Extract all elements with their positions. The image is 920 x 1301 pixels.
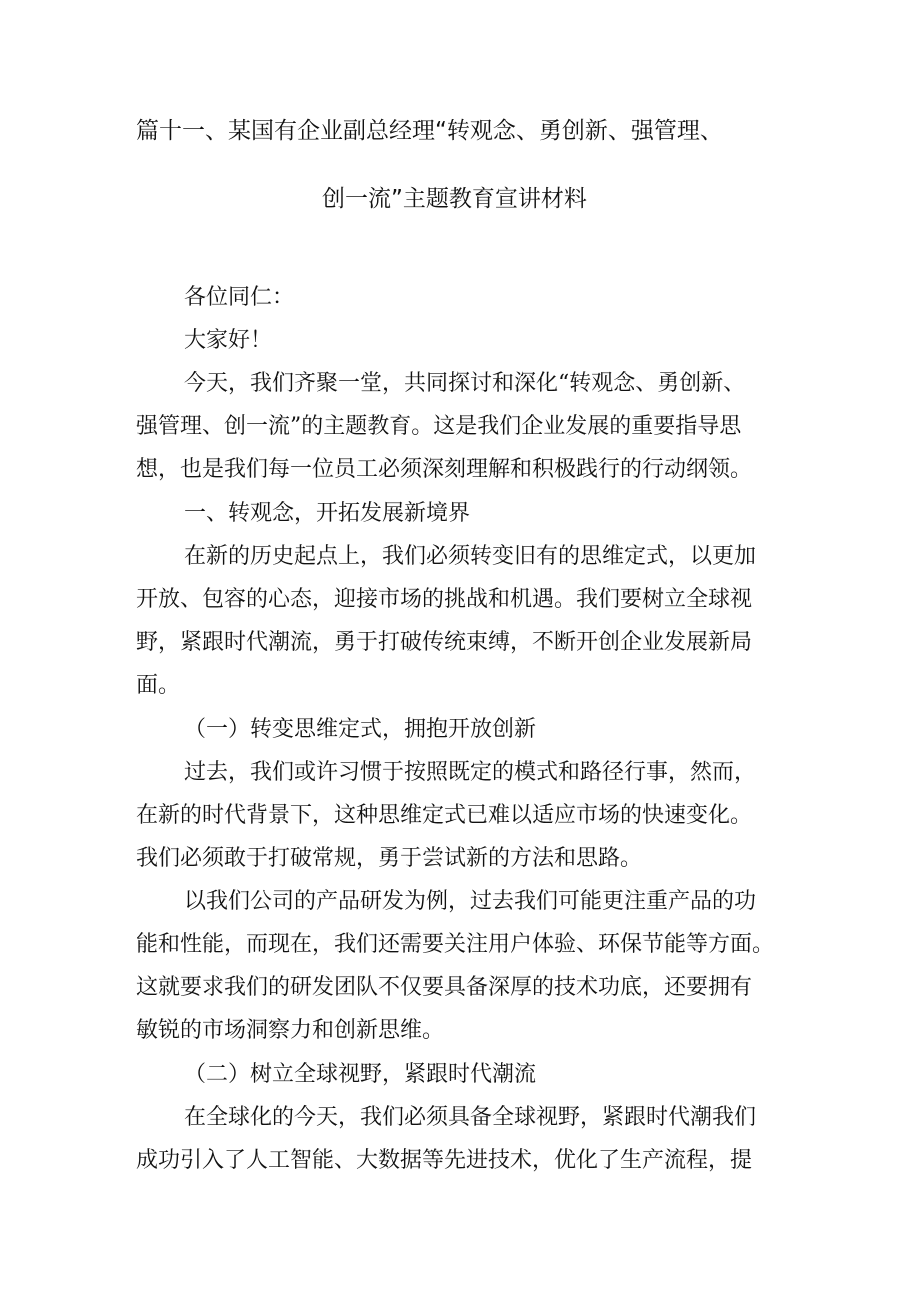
section-heading: 一、转观念，开拓发展新境界 — [184, 501, 471, 526]
sub1-line: 以我们公司的产品研发为例，过去我们可能更注重产品的功 — [184, 889, 757, 914]
sub1-line: 过去，我们或许习惯于按照既定的模式和路径行事，然而， — [184, 760, 757, 785]
intro-line: 想，也是我们每一位员工必须深刻理解和积极践行的行动纲领。 — [136, 457, 753, 482]
sub1-line: 这就要求我们的研发团队不仅要具备深厚的技术功底，还要拥有 — [136, 975, 753, 1000]
sub1-line: 在新的时代背景下，这种思维定式已难以适应市场的快速变化。 — [136, 803, 753, 828]
section1-line: 开放、包容的心态，迎接市场的挑战和机遇。我们要树立全球视 — [136, 587, 753, 612]
sub1-line: 敏锐的市场洞察力和创新思维。 — [136, 1018, 445, 1043]
sub1-line: 我们必须敢于打破常规，勇于尝试新的方法和思路。 — [136, 846, 643, 871]
section1-line: 野，紧跟时代潮流，勇于打破传统束缚，不断开创企业发展新局 — [136, 630, 753, 655]
sub2-line: 在全球化的今天，我们必须具备全球视野，紧跟时代潮我们 — [184, 1105, 757, 1130]
sub1-line: 能和性能，而现在，我们还需要关注用户体验、环保节能等方面。 — [136, 932, 775, 957]
subsection-heading: （二）树立全球视野，紧跟时代潮流 — [184, 1062, 537, 1087]
intro-line: 今天，我们齐聚一堂，共同探讨和深化“转观念、勇创新、 — [184, 371, 746, 396]
intro-line: 强管理、创一流”的主题教育。这是我们企业发展的重要指导思 — [136, 414, 742, 439]
section1-line: 在新的历史起点上，我们必须转变旧有的思维定式，以更加 — [184, 544, 757, 569]
salutation: 各位同仁： — [184, 285, 295, 310]
greeting: 大家好！ — [184, 328, 273, 353]
section1-line: 面。 — [136, 673, 181, 698]
subsection-heading: （一）转变思维定式，拥抱开放创新 — [184, 717, 537, 742]
document-title-line-1: 篇十一、某国有企业副总经理“转观念、勇创新、强管理、 — [136, 118, 723, 144]
sub2-line: 成功引入了人工智能、大数据等先进技术，优化了生产流程，提 — [136, 1148, 753, 1173]
document-title-line-2: 创一流”主题教育宣讲材料 — [322, 186, 587, 212]
